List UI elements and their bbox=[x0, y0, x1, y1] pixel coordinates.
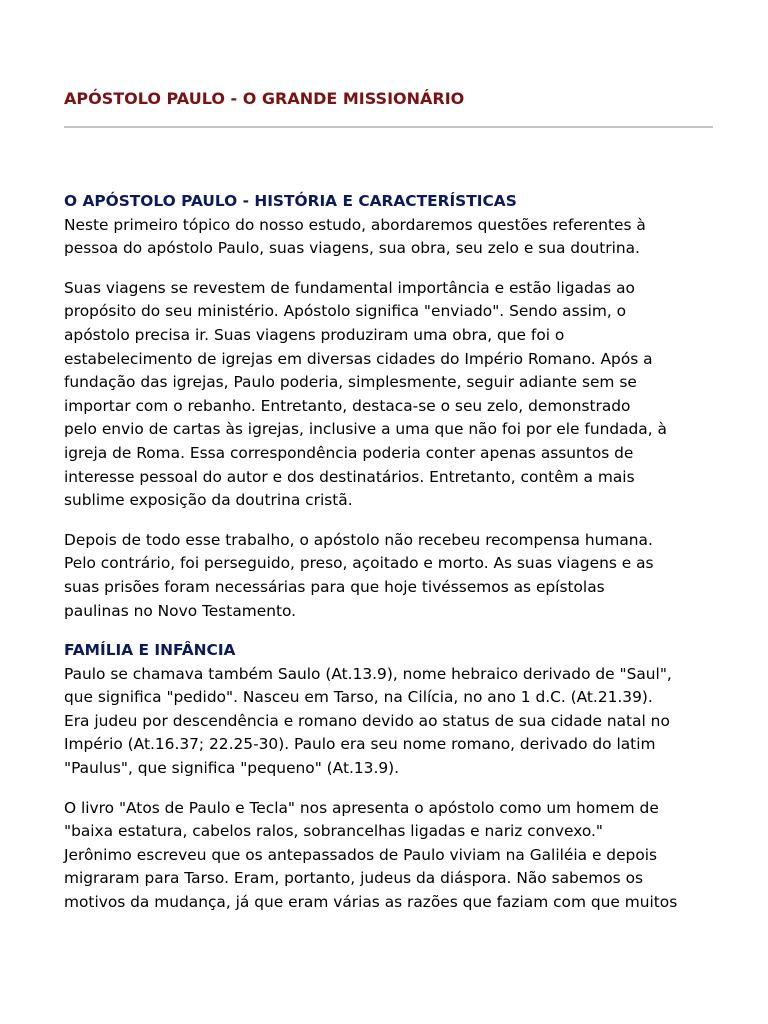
document-body bbox=[64, 190, 716, 931]
text-line: Paulo se chamava também Saulo (At.13.9), nome hebraico derivado de "Saul", bbox=[64, 664, 672, 683]
paragraph bbox=[64, 214, 716, 261]
text-line: fundação das igrejas, Paulo poderia, simplesmente, seguir adiante sem se bbox=[64, 373, 637, 392]
text-line: motivos da mudança, já que eram várias as razões que faziam com que muitos bbox=[64, 893, 678, 912]
text-line: importar com o rebanho. Entretanto, destaca-se o seu zelo, demonstrado bbox=[64, 396, 631, 415]
paragraph bbox=[64, 797, 716, 915]
text-line: O livro "Atos de Paulo e Tecla" nos apresenta o apóstolo como um homem de bbox=[64, 798, 659, 817]
text-line: sublime exposição da doutrina cristã. bbox=[64, 491, 353, 510]
text-line: Neste primeiro tópico do nosso estudo, abordaremos questões referentes à bbox=[64, 215, 646, 234]
text-line: propósito do seu ministério. Apóstolo significa "enviado". Sendo assim, o bbox=[64, 302, 627, 321]
text-line: suas prisões foram necessárias para que hoje tivéssemos as epístolas bbox=[64, 577, 605, 596]
text-line: que significa "pedido". Nasceu em Tarso, na Cilícia, no ano 1 d.C. (At.21.39). bbox=[64, 688, 653, 707]
section-historia bbox=[64, 190, 716, 623]
text-line: paulinas no Novo Testamento. bbox=[64, 601, 297, 620]
text-line: apóstolo precisa ir. Suas viagens produziram uma obra, que foi o bbox=[64, 325, 565, 344]
text-line: Era judeu por descendência e romano devido ao status de sua cidade natal no bbox=[64, 711, 670, 730]
section-familia bbox=[64, 639, 716, 915]
paragraph bbox=[64, 529, 716, 623]
text-line: pelo envio de cartas às igrejas, inclusive a uma que não foi por ele fundada, à bbox=[64, 420, 667, 439]
text-line: Jerônimo escreveu que os antepassados de Paulo viviam na Galiléia e depois bbox=[64, 845, 658, 864]
text-line: Depois de todo esse trabalho, o apóstolo não recebeu recompensa humana. bbox=[64, 530, 653, 549]
text-line: Pelo contrário, foi perseguido, preso, açoitado e morto. As suas viagens e as bbox=[64, 554, 654, 573]
text-line: "baixa estatura, cabelos ralos, sobrancelhas ligadas e nariz convexo." bbox=[64, 822, 603, 841]
title-divider bbox=[64, 126, 713, 128]
text-line: estabelecimento de igrejas em diversas cidades do Império Romano. Após a bbox=[64, 349, 653, 368]
section-heading: FAMÍLIA E INFÂNCIA bbox=[64, 641, 236, 660]
paragraph bbox=[64, 277, 716, 513]
text-line: Império (At.16.37; 22.25-30). Paulo era seu nome romano, derivado do latim bbox=[64, 735, 656, 754]
text-line: pessoa do apóstolo Paulo, suas viagens, sua obra, seu zelo e sua doutrina. bbox=[64, 239, 640, 258]
text-line: interesse pessoal do autor e dos destinatários. Entretanto, contêm a mais bbox=[64, 467, 635, 486]
text-line: migraram para Tarso. Eram, portanto, judeus da diáspora. Não sabemos os bbox=[64, 869, 644, 888]
paragraph bbox=[64, 663, 716, 781]
text-line: "Paulus", que significa "pequeno" (At.13.9). bbox=[64, 759, 400, 778]
text-line: Suas viagens se revestem de fundamental importância e estão ligadas ao bbox=[64, 278, 635, 297]
text-line: igreja de Roma. Essa correspondência poderia conter apenas assuntos de bbox=[64, 443, 634, 462]
document-title: APÓSTOLO PAULO - O GRANDE MISSIONÁRIO bbox=[64, 89, 465, 108]
section-heading: O APÓSTOLO PAULO - HISTÓRIA E CARACTERÍSTICAS bbox=[64, 192, 517, 210]
